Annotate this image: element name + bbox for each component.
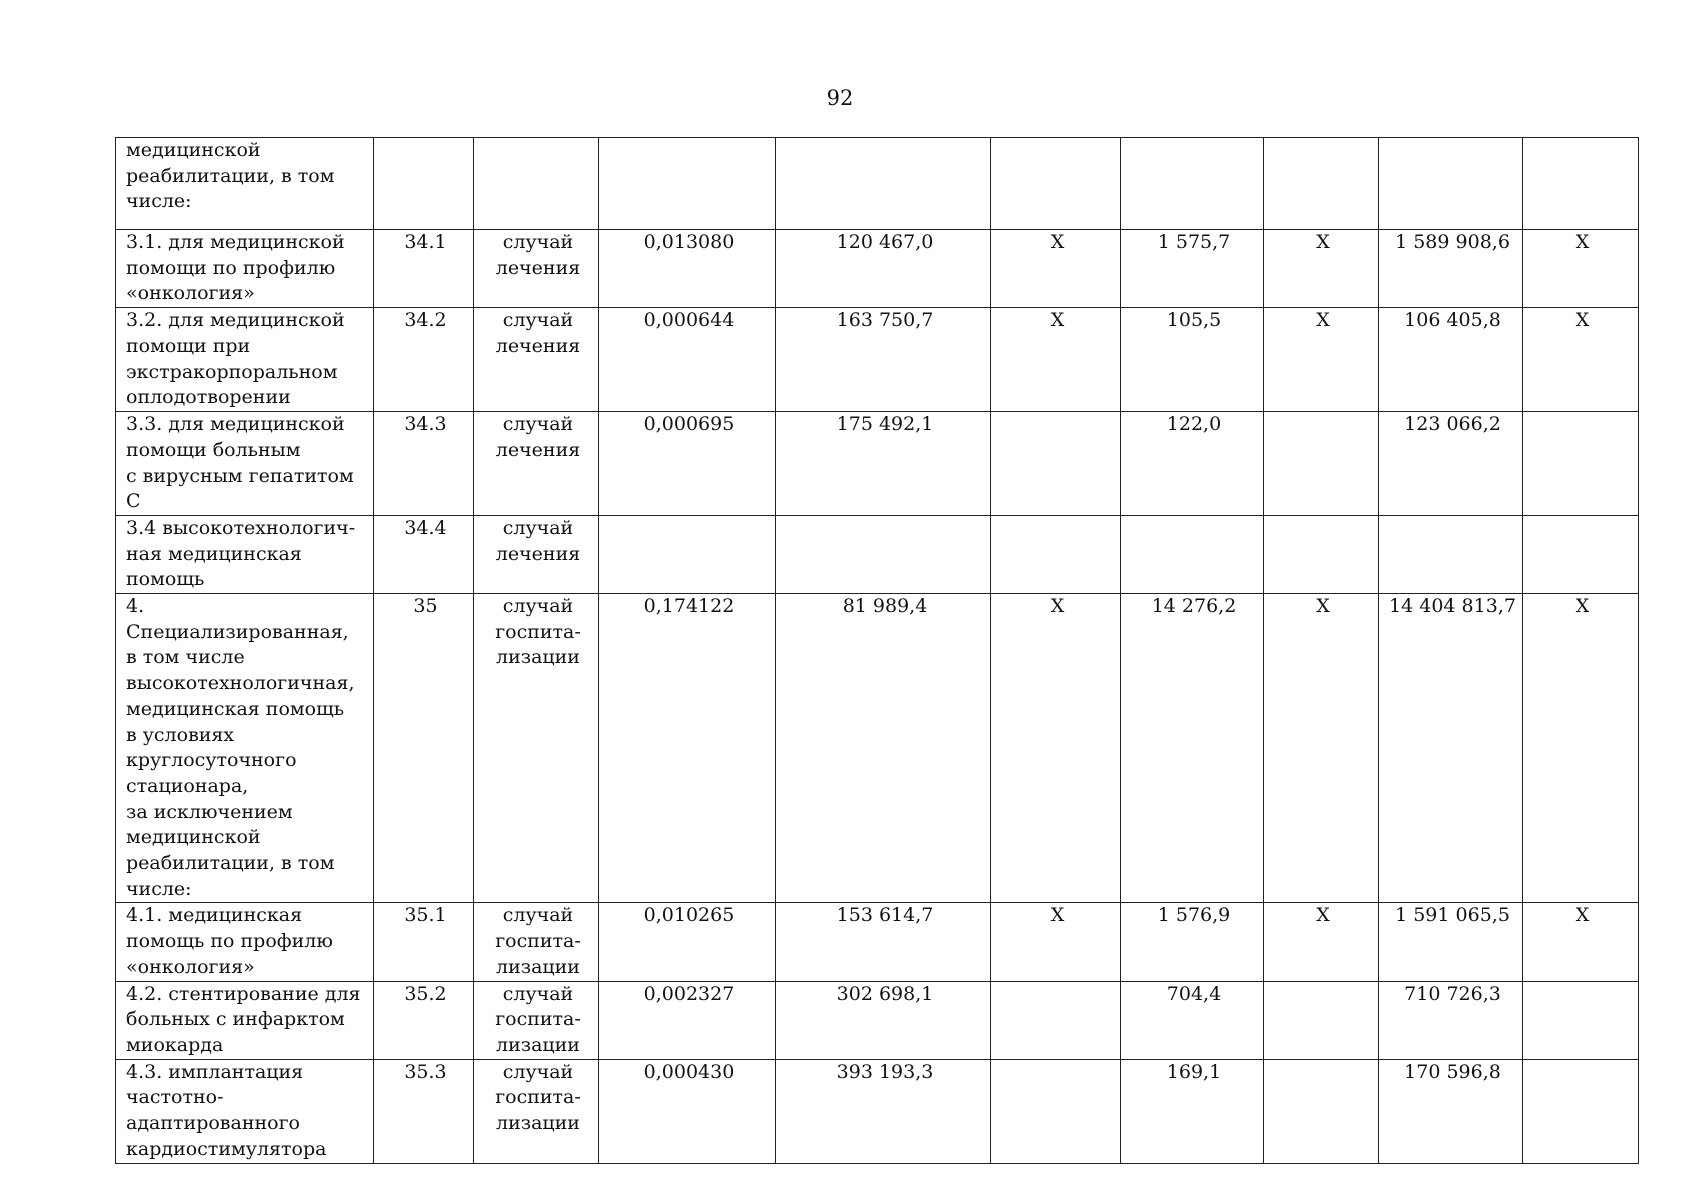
row-name-line: числе:	[126, 190, 192, 213]
row-number-cell: 34.2	[374, 308, 474, 412]
value-cell-v6: 170 596,8	[1379, 1059, 1523, 1163]
value-cell-v2: 175 492,1	[776, 412, 991, 516]
row-number-cell: 35.3	[374, 1059, 474, 1163]
table-row	[116, 308, 1639, 412]
row-name-line: миокарда	[126, 1033, 224, 1056]
table-row	[116, 138, 1639, 230]
unit-line: лизации	[496, 1112, 580, 1135]
value-cell-v1: 0,000644	[599, 308, 776, 412]
value-cell-v2: 163 750,7	[776, 308, 991, 412]
value-cell-v5	[1264, 1059, 1379, 1163]
row-name-cell	[116, 412, 374, 516]
value-cell-v7: Х	[1523, 903, 1639, 981]
unit-cell	[474, 412, 599, 516]
row-name-cell	[116, 1059, 374, 1163]
value-cell-v5	[1264, 981, 1379, 1059]
unit-line: госпита-	[495, 620, 581, 643]
unit-line: лечения	[495, 256, 581, 279]
unit-cell	[474, 903, 599, 981]
table-row	[116, 515, 1639, 593]
row-name-line: помощи при	[126, 334, 251, 357]
unit-cell	[474, 594, 599, 903]
unit-line: случай	[502, 516, 574, 539]
unit-cell	[474, 981, 599, 1059]
value-cell-v1: 0,002327	[599, 981, 776, 1059]
value-cell-v5: Х	[1264, 903, 1379, 981]
value-cell-v2: 393 193,3	[776, 1059, 991, 1163]
row-name-line: экстракорпоральном	[126, 360, 338, 383]
value-cell-v2	[776, 138, 991, 230]
value-cell-v6: 14 404 813,7	[1379, 594, 1523, 903]
value-cell-v4	[1121, 515, 1264, 593]
unit-line: лизации	[496, 955, 580, 978]
unit-line: случай	[502, 231, 574, 253]
row-name-cell	[116, 230, 374, 308]
row-name-line: за исключением	[126, 800, 293, 823]
row-number-cell: 35.2	[374, 981, 474, 1059]
row-name-line: медицинская помощь	[126, 697, 345, 720]
row-name-line: стационара,	[126, 774, 249, 797]
table-row	[116, 594, 1639, 903]
unit-line: госпита-	[495, 1008, 581, 1031]
unit-line: случай	[502, 982, 574, 1005]
row-number-cell: 34.1	[374, 230, 474, 308]
table-row	[116, 412, 1639, 516]
value-cell-v7	[1523, 138, 1639, 230]
row-number-cell	[374, 138, 474, 230]
unit-cell	[474, 308, 599, 412]
row-name-cell	[116, 594, 374, 903]
value-cell-v2: 153 614,7	[776, 903, 991, 981]
value-cell-v7	[1523, 412, 1639, 516]
unit-line: госпита-	[495, 1086, 581, 1109]
row-name-line: 4. Специализированная,	[126, 595, 349, 643]
value-cell-v3	[991, 412, 1121, 516]
table-row	[116, 981, 1639, 1059]
value-cell-v7	[1523, 981, 1639, 1059]
unit-cell	[474, 1059, 599, 1163]
row-name-cell	[116, 903, 374, 981]
value-cell-v3: Х	[991, 308, 1121, 412]
value-cell-v3	[991, 515, 1121, 593]
row-number-cell: 35.1	[374, 903, 474, 981]
row-name-line: 3.1. для медицинской	[126, 231, 345, 253]
value-cell-v3	[991, 981, 1121, 1059]
value-cell-v6	[1379, 515, 1523, 593]
row-name-line: медицинской	[126, 826, 261, 849]
row-name-line: помощь	[126, 568, 205, 591]
value-cell-v6: 1 591 065,5	[1379, 903, 1523, 981]
unit-line: случай	[502, 904, 574, 927]
row-name-line: реабилитации, в том	[126, 164, 335, 187]
row-name-cell	[116, 308, 374, 412]
value-cell-v2: 120 467,0	[776, 230, 991, 308]
value-cell-v5	[1264, 412, 1379, 516]
value-cell-v4: 1 575,7	[1121, 230, 1264, 308]
value-cell-v6: 710 726,3	[1379, 981, 1523, 1059]
value-cell-v6: 1 589 908,6	[1379, 230, 1523, 308]
row-name-cell	[116, 138, 374, 230]
row-name-line: в условиях	[126, 723, 235, 746]
value-cell-v6: 123 066,2	[1379, 412, 1523, 516]
value-cell-v4: 704,4	[1121, 981, 1264, 1059]
row-number-cell: 34.3	[374, 412, 474, 516]
unit-line: лечения	[495, 334, 581, 357]
row-number-cell: 35	[374, 594, 474, 903]
value-cell-v5	[1264, 515, 1379, 593]
row-name-line: с вирусным гепатитом С	[126, 464, 354, 513]
row-name-line: оплодотворении	[126, 386, 291, 409]
unit-line: лизации	[496, 646, 580, 669]
row-name-line: высокотехнологичная,	[126, 672, 355, 695]
value-cell-v4: 1 576,9	[1121, 903, 1264, 981]
unit-line: случай	[502, 413, 574, 436]
table-row	[116, 230, 1639, 308]
value-cell-v3: Х	[991, 903, 1121, 981]
value-cell-v7: Х	[1523, 594, 1639, 903]
value-cell-v3	[991, 1059, 1121, 1163]
row-name-line: медицинской	[126, 139, 261, 161]
row-name-line: 3.4 высокотехнологич-	[126, 516, 356, 539]
row-name-line: кардиостимулятора	[126, 1137, 327, 1160]
row-name-line: частотно-	[126, 1086, 224, 1109]
page-number: 92	[826, 86, 854, 110]
row-name-line: ная медицинская	[126, 542, 302, 565]
value-cell-v4: 105,5	[1121, 308, 1264, 412]
unit-line: госпита-	[495, 930, 581, 953]
data-table	[115, 137, 1639, 1164]
value-cell-v5: Х	[1264, 230, 1379, 308]
value-cell-v7	[1523, 515, 1639, 593]
table-row	[116, 1059, 1639, 1163]
value-cell-v4: 122,0	[1121, 412, 1264, 516]
value-cell-v1: 0,000430	[599, 1059, 776, 1163]
row-name-line: «онкология»	[126, 955, 255, 978]
value-cell-v5: Х	[1264, 308, 1379, 412]
value-cell-v2: 81 989,4	[776, 594, 991, 903]
value-cell-v6	[1379, 138, 1523, 230]
row-name-cell	[116, 515, 374, 593]
unit-line: лизации	[496, 1033, 580, 1056]
value-cell-v3: Х	[991, 594, 1121, 903]
value-cell-v3	[991, 138, 1121, 230]
table-row	[116, 903, 1639, 981]
value-cell-v7: Х	[1523, 308, 1639, 412]
value-cell-v2	[776, 515, 991, 593]
row-name-line: 3.3. для медицинской	[126, 413, 345, 436]
value-cell-v1: 0,174122	[599, 594, 776, 903]
row-name-line: помощь по профилю	[126, 930, 333, 953]
row-name-line: больных с инфарктом	[126, 1008, 345, 1031]
unit-line: лечения	[495, 542, 581, 565]
unit-line: случай	[502, 309, 574, 332]
value-cell-v1	[599, 515, 776, 593]
value-cell-v1: 0,010265	[599, 903, 776, 981]
row-name-line: 4.2. стентирование для	[126, 982, 361, 1005]
row-name-line: помощи по профилю	[126, 256, 336, 279]
unit-cell	[474, 138, 599, 230]
row-name-line: «онкология»	[126, 282, 255, 305]
value-cell-v5: Х	[1264, 594, 1379, 903]
unit-cell	[474, 515, 599, 593]
row-name-line: 3.2. для медицинской	[126, 309, 345, 332]
unit-line: случай	[502, 1060, 574, 1083]
unit-cell	[474, 230, 599, 308]
value-cell-v1: 0,000695	[599, 412, 776, 516]
value-cell-v1: 0,013080	[599, 230, 776, 308]
row-name-cell	[116, 981, 374, 1059]
value-cell-v7	[1523, 1059, 1639, 1163]
row-name-line: помощи больным	[126, 438, 301, 461]
value-cell-v7: Х	[1523, 230, 1639, 308]
value-cell-v2: 302 698,1	[776, 981, 991, 1059]
value-cell-v4	[1121, 138, 1264, 230]
row-name-line: 4.3. имплантация	[126, 1060, 304, 1083]
row-name-line: реабилитации, в том	[126, 852, 335, 875]
value-cell-v5	[1264, 138, 1379, 230]
row-name-line: адаптированного	[126, 1112, 300, 1135]
value-cell-v6: 106 405,8	[1379, 308, 1523, 412]
unit-line: лечения	[495, 438, 581, 461]
row-number-cell: 34.4	[374, 515, 474, 593]
value-cell-v4: 169,1	[1121, 1059, 1264, 1163]
row-name-line: 4.1. медицинская	[126, 904, 303, 927]
row-name-line: числе:	[126, 877, 192, 900]
unit-line: случай	[502, 595, 574, 618]
row-name-line: круглосуточного	[126, 749, 297, 772]
value-cell-v4: 14 276,2	[1121, 594, 1264, 903]
value-cell-v1	[599, 138, 776, 230]
value-cell-v3: Х	[991, 230, 1121, 308]
row-name-line: в том числе	[126, 646, 245, 669]
